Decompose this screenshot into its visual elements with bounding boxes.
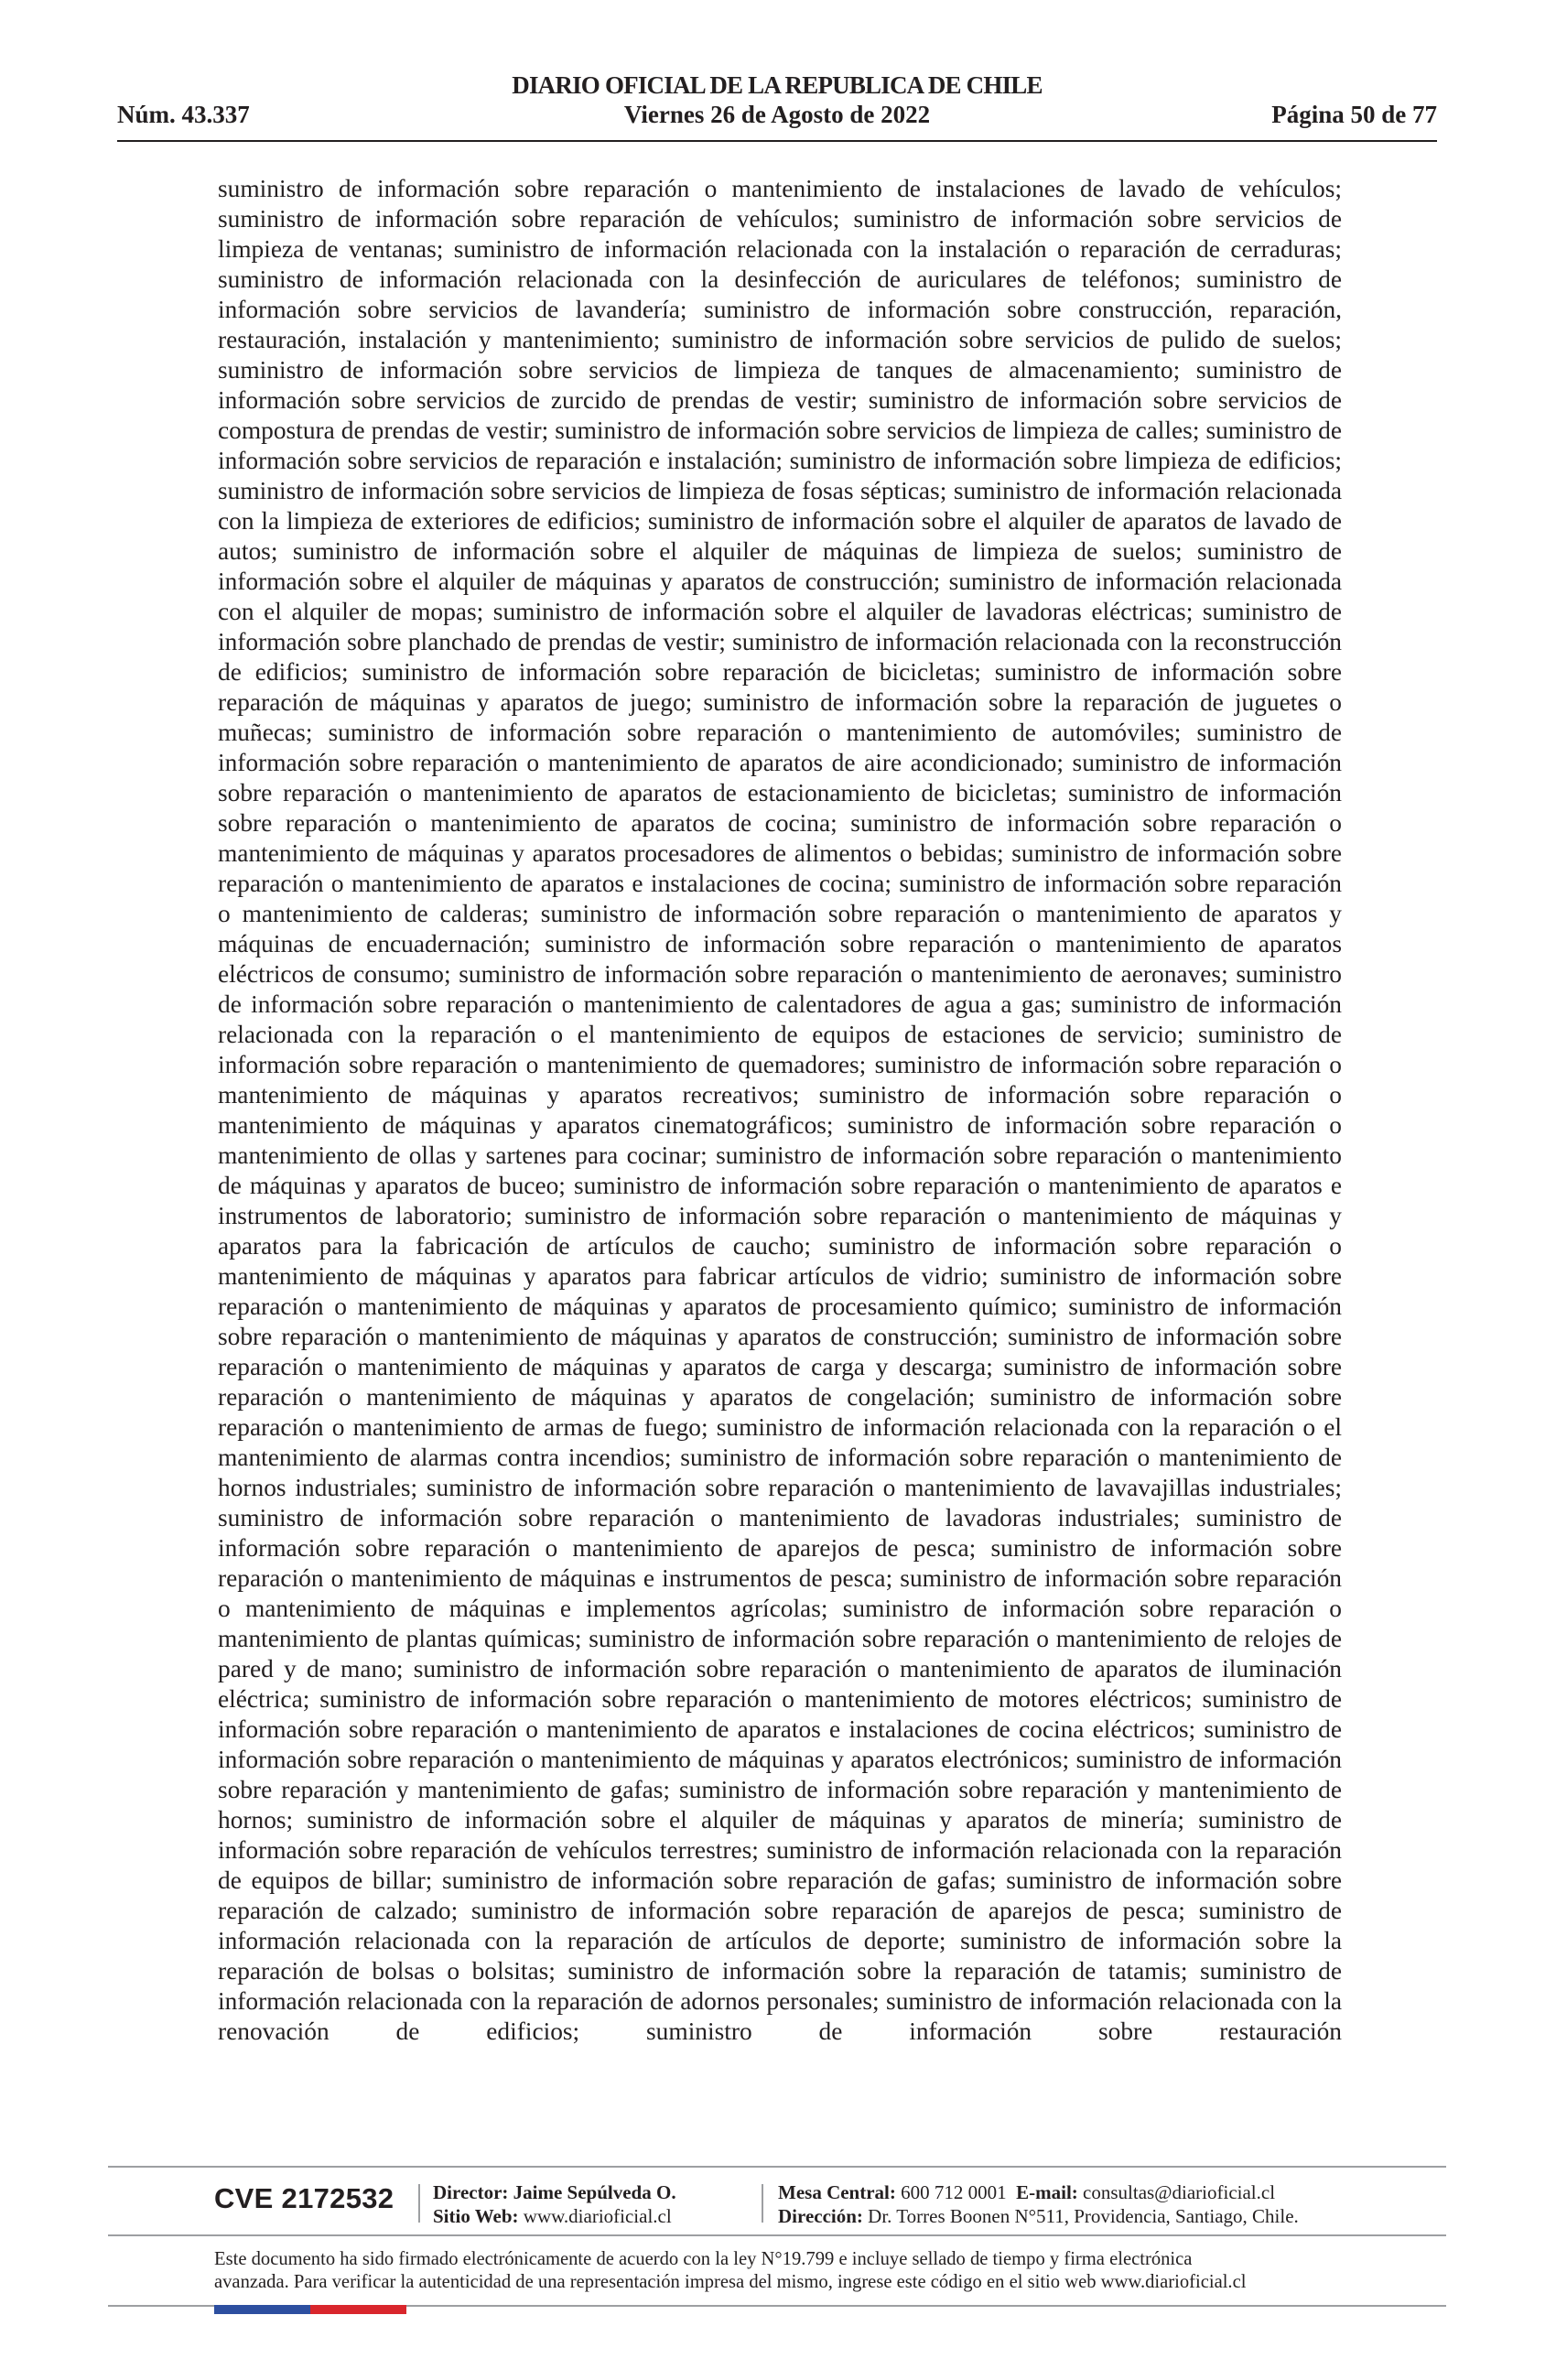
website-label: Sitio Web: (433, 2205, 519, 2227)
contact-line (778, 2180, 1299, 2204)
publication-title: DIARIO OFICIAL DE LA REPUBLICA DE CHILE (512, 71, 1043, 99)
address-line (778, 2204, 1299, 2228)
address-label: Dirección: (778, 2205, 863, 2227)
footer-director-block (433, 2180, 676, 2228)
phone-label: Mesa Central: (778, 2181, 896, 2203)
director-label: Director: (433, 2181, 509, 2203)
issue-number: Núm. 43.337 (117, 101, 250, 128)
director-name: Jaime Sepúlveda O. (513, 2181, 676, 2203)
flag-blue-segment (214, 2305, 310, 2314)
legal-line: avanzada. Para verificar la autenticidad de una representación impresa del mismo, ingrese este código en el sitio web www.diarioficial.cl (214, 2272, 1247, 2292)
website-link[interactable]: www.diarioficial.cl (523, 2205, 672, 2227)
email-link[interactable]: consultas@diarioficial.cl (1083, 2181, 1276, 2203)
body-paragraph: suministro de información sobre reparación o mantenimiento de instalaciones de lavado de vehículos; suministro de información sobre reparación de vehículos; suministro de información sobre servicios de limpieza de ventanas; suministro de información relacionada con la instalación o reparación de cerraduras; suministro de información relacionada con la desinfección de auriculares de teléfonos; suministro de información sobre servicios de lavandería; suministro de información sobre construcción, reparación, restauración, instalación y mantenimiento; suministro de información sobre servicios de pulido de suelos; suministro de información sobre servicios de limpieza de tanques de almacenamiento; suministro de información sobre servicios de zurcido de prendas de vestir; suministro de información sobre servicios de compostura de prendas de vestir; suministro de información sobre servicios de limpieza de calles; suministro de información sobre servicios de reparación e instalación; suministro de información sobre limpieza de edificios; suministro de información sobre servicios de limpieza de fosas sépticas; suministro de información relacionada con la limpieza de exteriores de edificios; suministro de información sobre el alquiler de aparatos de lavado de autos; suministro de información sobre el alquiler de máquinas de limpieza de suelos; suministro de información sobre el alquiler de máquinas y aparatos de construcción; suministro de información relacionada con el alquiler de mopas; suministro de información sobre el alquiler de lavadoras eléctricas; suministro de información sobre planchado de prendas de vestir; suministro de información relacionada con la reconstrucción de edificios; suministro de información sobre reparación de bicicletas; suministro de información sobre reparación de máquinas y aparatos de juego; suministro de información sobre la reparación de juguetes o muñecas; suministro de información sobre reparación o mantenimiento de automóviles; suministro de información sobre reparación o mantenimiento de aparatos de aire acondicionado; suministro de información sobre reparación o mantenimiento de aparatos de estacionamiento de bicicletas; suministro de información sobre reparación o mantenimiento de aparatos de cocina; suministro de información sobre reparación o mantenimiento de máquinas y aparatos procesadores de alimentos o bebidas; suministro de información sobre reparación o mantenimiento de aparatos e instalaciones de cocina; suministro de información sobre reparación o mantenimiento de calderas; suministro de información sobre reparación o mantenimiento de aparatos y máquinas de encuadernación; suministro de información sobre reparación o mantenimiento de aparatos eléctricos de consumo; suministro de información sobre reparación o mantenimiento de aeronaves; suministro de información sobre reparación o mantenimiento de calentadores de agua a gas; suministro de información relacionada con la reparación o el mantenimiento de equipos de estaciones de servicio; suministro de información sobre reparación o mantenimiento de quemadores; suministro de información sobre reparación o mantenimiento de máquinas y aparatos recreativos; suministro de información sobre reparación o mantenimiento de máquinas y aparatos cinematográficos; suministro de información sobre reparación o mantenimiento de ollas y sartenes para cocinar; suministro de información sobre reparación o mantenimiento de máquinas y aparatos de buceo; suministro de información sobre reparación o mantenimiento de aparatos e instrumentos de laboratorio; suministro de información sobre reparación o mantenimiento de máquinas y aparatos para la fabricación de artículos de caucho; suministro de información sobre reparación o mantenimiento de máquinas y aparatos para fabricar artículos de vidrio; suministro de información sobre reparación o mantenimiento de máquinas y aparatos de procesamiento químico; suministro de información sobre reparación o mantenimiento de máquinas y aparatos de construcción; suministro de información sobre reparación o mantenimiento de máquinas y aparatos de carga y descarga; suministro de información sobre reparación o mantenimiento de máquinas y aparatos de congelación; suministro de información sobre reparación o mantenimiento de armas de fuego; suministro de información relacionada con la reparación o el mantenimiento de alarmas contra incendios; suministro de información sobre reparación o mantenimiento de hornos industriales; suministro de información sobre reparación o mantenimiento de lavavajillas industriales; suministro de información sobre reparación o mantenimiento de lavadoras industriales; suministro de información sobre reparación o mantenimiento de aparejos de pesca; suministro de información sobre reparación o mantenimiento de máquinas e instrumentos de pesca; suministro de información sobre reparación o mantenimiento de máquinas e implementos agrícolas; suministro de información sobre reparación o mantenimiento de plantas químicas; suministro de información sobre reparación o mantenimiento de relojes de pared y de mano; suministro de información sobre reparación o mantenimiento de aparatos de iluminación eléctrica; suministro de información sobre reparación o mantenimiento de motores eléctricos; suministro de información sobre reparación o mantenimiento de aparatos e instalaciones de cocina eléctricos; suministro de información sobre reparación o mantenimiento de máquinas y aparatos electrónicos; suministro de información sobre reparación y mantenimiento de gafas; suministro de información sobre reparación y mantenimiento de hornos; suministro de información sobre el alquiler de máquinas y aparatos de minería; suministro de información sobre reparación de vehículos terrestres; suministro de información relacionada con la reparación de equipos de billar; suministro de información sobre reparación de gafas; suministro de información sobre reparación de calzado; suministro de información sobre reparación de aparejos de pesca; suministro de información relacionada con la reparación de artículos de deporte; suministro de información sobre la reparación de bolsas o bolsitas; suministro de información sobre la reparación de tatamis; suministro de información relacionada con la reparación de adornos personales; suministro de información relacionada con la renovación de edificios; suministro de información sobre restauración (218, 175, 1342, 2045)
footer-contact-block (778, 2180, 1299, 2228)
footer-separator (418, 2184, 420, 2223)
director-line (433, 2180, 676, 2204)
legal-line: Este documento ha sido firmado electrónicamente de acuerdo con la ley N°19.799 e incluye sellado de tiempo y firma electrónica (214, 2249, 1193, 2269)
cve-code: CVE 2172532 (214, 2182, 394, 2214)
address: Dr. Torres Boonen N°511, Providencia, Santiago, Chile. (868, 2205, 1299, 2227)
footer-divider-top (108, 2166, 1446, 2168)
flag-red-segment (310, 2305, 406, 2314)
flag-stripe (214, 2305, 406, 2314)
website-line (433, 2204, 676, 2228)
legal-notice (214, 2248, 1340, 2294)
header-divider (117, 140, 1437, 142)
page-header (117, 71, 1437, 135)
email-label: E-mail: (1016, 2181, 1078, 2203)
page-number: Página 50 de 77 (1271, 101, 1437, 128)
phone-number: 600 712 0001 (901, 2181, 1007, 2203)
footer-divider-middle (108, 2234, 1446, 2236)
issue-date: Viernes 26 de Agosto de 2022 (623, 101, 931, 128)
footer-separator (762, 2184, 763, 2223)
